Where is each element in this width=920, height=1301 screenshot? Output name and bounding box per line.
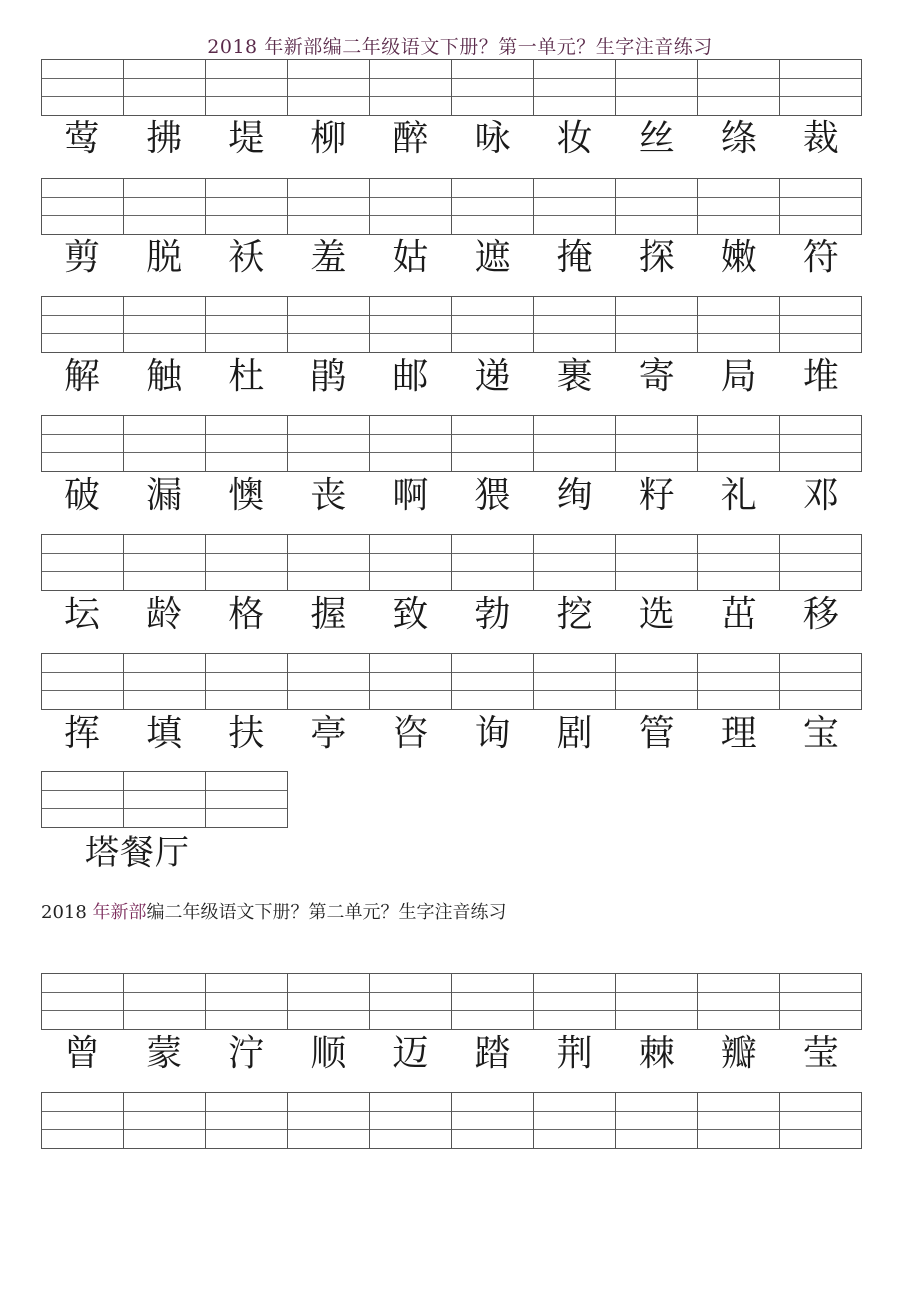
character: 扶 — [228, 713, 265, 754]
character: 邮 — [392, 356, 429, 397]
pinyin-cell[interactable] — [452, 535, 534, 590]
pinyin-cell[interactable] — [370, 416, 452, 471]
character: 宝 — [802, 713, 839, 754]
pinyin-grid — [41, 653, 862, 710]
pinyin-cell[interactable] — [780, 1093, 861, 1148]
character: 咏 — [474, 118, 511, 159]
pinyin-grid — [41, 415, 862, 472]
pinyin-cell[interactable] — [124, 416, 206, 471]
character: 荆 — [556, 1033, 593, 1074]
character: 询 — [474, 713, 511, 754]
pinyin-cell[interactable] — [616, 60, 698, 115]
pinyin-cell[interactable] — [616, 179, 698, 234]
character: 剧 — [556, 713, 593, 754]
pinyin-cell[interactable] — [124, 1093, 206, 1148]
pinyin-cell[interactable] — [42, 297, 124, 352]
character: 致 — [392, 594, 429, 635]
pinyin-cell[interactable] — [616, 1093, 698, 1148]
pinyin-grid — [41, 1092, 862, 1149]
character: 破 — [64, 475, 101, 516]
character: 柳 — [310, 118, 347, 159]
pinyin-cell[interactable] — [288, 297, 370, 352]
character: 绚 — [556, 475, 593, 516]
pinyin-cell[interactable] — [698, 654, 780, 709]
pinyin-cell[interactable] — [698, 179, 780, 234]
character: 莺 — [64, 118, 101, 159]
character: 猥 — [474, 475, 511, 516]
character: 漏 — [146, 475, 183, 516]
pinyin-cell[interactable] — [534, 535, 616, 590]
pinyin-cell[interactable] — [124, 297, 206, 352]
character: 醉 — [392, 118, 429, 159]
pinyin-cell[interactable] — [370, 654, 452, 709]
pinyin-cell[interactable] — [534, 60, 616, 115]
pinyin-cell[interactable] — [452, 974, 534, 1029]
pinyin-cell[interactable] — [288, 1093, 370, 1148]
unit2-title-suffix: 编二年级语文下册？第二单元？生字注音练习 — [146, 902, 507, 923]
character: 曾 — [64, 1033, 101, 1074]
pinyin-cell[interactable] — [288, 654, 370, 709]
pinyin-cell[interactable] — [698, 535, 780, 590]
pinyin-grid — [41, 973, 862, 1030]
pinyin-cell[interactable] — [534, 654, 616, 709]
character: 递 — [474, 356, 511, 397]
pinyin-cell[interactable] — [288, 974, 370, 1029]
unit2-title — [41, 898, 507, 924]
character: 格 — [228, 594, 265, 635]
pinyin-cell[interactable] — [206, 416, 288, 471]
character: 绦 — [720, 118, 757, 159]
pinyin-cell[interactable] — [124, 535, 206, 590]
character: 拂 — [146, 118, 183, 159]
character-row — [41, 590, 862, 640]
pinyin-cell[interactable] — [698, 416, 780, 471]
character: 棘 — [638, 1033, 675, 1074]
pinyin-cell[interactable] — [370, 974, 452, 1029]
pinyin-cell[interactable] — [206, 535, 288, 590]
character: 鹃 — [310, 356, 347, 397]
character: 茁 — [720, 594, 757, 635]
character: 邓 — [802, 475, 839, 516]
character: 龄 — [146, 594, 183, 635]
pinyin-cell[interactable] — [206, 1093, 288, 1148]
pinyin-cell[interactable] — [452, 654, 534, 709]
pinyin-cell[interactable] — [288, 535, 370, 590]
pinyin-cell[interactable] — [780, 535, 861, 590]
pinyin-cell[interactable] — [124, 60, 206, 115]
pinyin-cell[interactable] — [206, 772, 287, 827]
character-row — [41, 233, 862, 283]
character: 袄 — [228, 237, 265, 278]
pinyin-cell[interactable] — [206, 974, 288, 1029]
pinyin-cell[interactable] — [42, 654, 124, 709]
character: 啊 — [392, 475, 429, 516]
pinyin-cell[interactable] — [616, 535, 698, 590]
character: 勃 — [474, 594, 511, 635]
pinyin-cell[interactable] — [698, 1093, 780, 1148]
pinyin-cell[interactable] — [780, 654, 861, 709]
pinyin-cell[interactable] — [124, 654, 206, 709]
pinyin-cell[interactable] — [42, 1093, 124, 1148]
pinyin-cell[interactable] — [288, 179, 370, 234]
character: 挥 — [64, 713, 101, 754]
character: 掩 — [556, 237, 593, 278]
pinyin-cell[interactable] — [534, 974, 616, 1029]
character: 羞 — [310, 237, 347, 278]
character: 脱 — [146, 237, 183, 278]
pinyin-grid — [41, 59, 862, 116]
character: 遮 — [474, 237, 511, 278]
pinyin-cell[interactable] — [452, 416, 534, 471]
pinyin-cell[interactable] — [534, 179, 616, 234]
pinyin-cell[interactable] — [42, 60, 124, 115]
pinyin-cell[interactable] — [780, 179, 861, 234]
pinyin-cell[interactable] — [124, 772, 206, 827]
character: 籽 — [638, 475, 675, 516]
character: 杜 — [228, 356, 265, 397]
pinyin-cell[interactable] — [206, 654, 288, 709]
pinyin-cell[interactable] — [698, 297, 780, 352]
pinyin-cell[interactable] — [288, 60, 370, 115]
character: 裁 — [802, 118, 839, 159]
character-row — [41, 471, 862, 521]
character: 选 — [638, 594, 675, 635]
character-row — [41, 1029, 862, 1079]
pinyin-cell[interactable] — [616, 416, 698, 471]
pinyin-cell[interactable] — [370, 297, 452, 352]
pinyin-cell[interactable] — [780, 297, 861, 352]
character: 堆 — [802, 356, 839, 397]
pinyin-cell[interactable] — [206, 179, 288, 234]
character: 坛 — [64, 594, 101, 635]
character: 嫩 — [720, 237, 757, 278]
pinyin-cell[interactable] — [698, 60, 780, 115]
character: 礼 — [720, 475, 757, 516]
pinyin-cell[interactable] — [288, 416, 370, 471]
pinyin-cell[interactable] — [452, 1093, 534, 1148]
character: 符 — [802, 237, 839, 278]
character: 握 — [310, 594, 347, 635]
pinyin-cell[interactable] — [534, 416, 616, 471]
character: 理 — [720, 713, 757, 754]
pinyin-cell[interactable] — [370, 179, 452, 234]
character-row — [41, 114, 862, 164]
pinyin-grid-short — [41, 771, 288, 828]
character: 莹 — [802, 1033, 839, 1074]
pinyin-cell[interactable] — [616, 654, 698, 709]
pinyin-cell[interactable] — [616, 297, 698, 352]
character: 蒙 — [146, 1033, 183, 1074]
character: 管 — [638, 713, 675, 754]
character: 剪 — [64, 237, 101, 278]
pinyin-cell[interactable] — [42, 772, 124, 827]
pinyin-cell[interactable] — [206, 297, 288, 352]
character: 迈 — [392, 1033, 429, 1074]
pinyin-cell[interactable] — [42, 974, 124, 1029]
pinyin-cell[interactable] — [698, 974, 780, 1029]
pinyin-cell[interactable] — [42, 179, 124, 234]
pinyin-cell[interactable] — [370, 1093, 452, 1148]
character: 瓣 — [720, 1033, 757, 1074]
character-row — [41, 352, 862, 402]
character: 妆 — [556, 118, 593, 159]
pinyin-grid — [41, 534, 862, 591]
pinyin-cell[interactable] — [124, 179, 206, 234]
pinyin-cell[interactable] — [370, 535, 452, 590]
character: 顺 — [310, 1033, 347, 1074]
unit1-title: 2018 年新部编二年级语文下册？第一单元？生字注音练习 — [207, 36, 713, 58]
character-row — [41, 709, 862, 759]
character: 局 — [720, 356, 757, 397]
unit2-title-accent: 年新部 — [92, 902, 147, 923]
pinyin-cell[interactable] — [124, 974, 206, 1029]
character: 踏 — [474, 1033, 511, 1074]
pinyin-cell[interactable] — [780, 416, 861, 471]
character: 丧 — [310, 475, 347, 516]
character: 丝 — [638, 118, 675, 159]
character: 堤 — [228, 118, 265, 159]
character: 移 — [802, 594, 839, 635]
pinyin-cell[interactable] — [452, 179, 534, 234]
pinyin-cell[interactable] — [206, 60, 288, 115]
pinyin-cell[interactable] — [780, 974, 861, 1029]
character: 懊 — [228, 475, 265, 516]
pinyin-cell[interactable] — [534, 297, 616, 352]
pinyin-cell[interactable] — [616, 974, 698, 1029]
pinyin-cell[interactable] — [452, 297, 534, 352]
character: 触 — [146, 356, 183, 397]
pinyin-cell[interactable] — [42, 535, 124, 590]
character: 寄 — [638, 356, 675, 397]
character: 咨 — [392, 713, 429, 754]
pinyin-cell[interactable] — [370, 60, 452, 115]
unit2-title-prefix: 2018 — [41, 902, 93, 923]
pinyin-grid — [41, 296, 862, 353]
character: 解 — [64, 356, 101, 397]
pinyin-cell[interactable] — [452, 60, 534, 115]
character: 挖 — [556, 594, 593, 635]
character: 泞 — [228, 1033, 265, 1074]
pinyin-grid — [41, 178, 862, 235]
character: 填 — [146, 713, 183, 754]
character-row-short: 塔餐厅 — [85, 833, 190, 873]
character: 亭 — [310, 713, 347, 754]
pinyin-cell[interactable] — [780, 60, 861, 115]
character: 探 — [638, 237, 675, 278]
character: 裹 — [556, 356, 593, 397]
pinyin-cell[interactable] — [534, 1093, 616, 1148]
character: 姑 — [392, 237, 429, 278]
pinyin-cell[interactable] — [42, 416, 124, 471]
